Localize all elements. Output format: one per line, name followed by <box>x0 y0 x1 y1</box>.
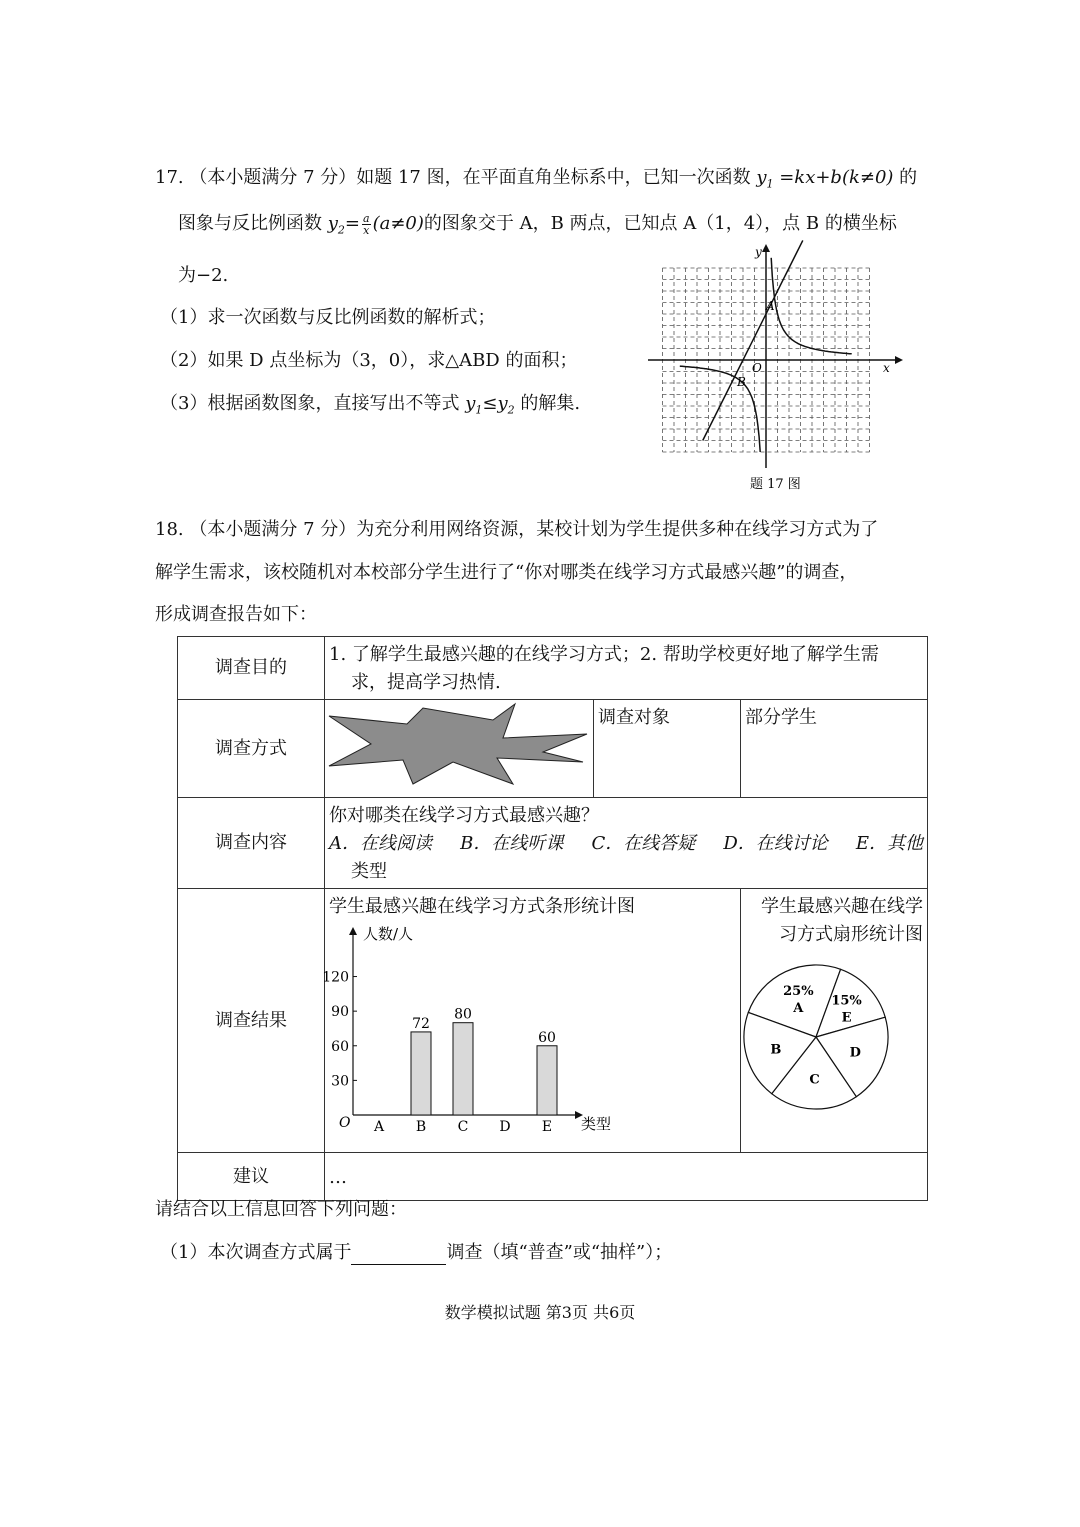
bar-chart-title: 学生最感兴趣在线学习方式条形统计图 <box>329 896 636 917</box>
q18-intro1: 18. （本小题满分 7 分）为充分利用网络资源，某校计划为学生提供多种在线学习方式为了 <box>155 519 879 540</box>
le-symbol: ≤ <box>482 393 498 414</box>
row-purpose <box>178 637 928 700</box>
y-axis-arrow <box>762 244 770 252</box>
numerator: a <box>363 211 370 225</box>
y-axis-label: y <box>755 245 762 259</box>
q17-text: 图象与反比例函数 <box>178 213 328 234</box>
subject-label: 调查对象 <box>598 707 671 728</box>
q17-sub1: （1）求一次函数与反比例函数的解析式； <box>160 307 496 328</box>
bar-chart-marks <box>411 1007 557 1115</box>
bar-origin-label: O <box>339 1115 351 1131</box>
suggestion-cell <box>325 1153 928 1201</box>
bar-B <box>411 1032 431 1115</box>
x-axis-arrow <box>895 356 903 364</box>
options-row <box>329 830 923 858</box>
q17-text: 17. （本小题满分 7 分）如题 17 图，在平面直角坐标系中，已知一次函数 <box>155 167 757 188</box>
hyperbola-branch-q1 <box>771 258 852 354</box>
option-e: E．其他 <box>855 833 923 854</box>
point-a-label: A <box>766 299 775 313</box>
option-a: A．在线阅读 <box>329 833 433 854</box>
option-e-cont: 类型 <box>351 861 388 882</box>
pie-slice-label: D <box>849 1045 861 1061</box>
option-c: C．在线答疑 <box>591 833 696 854</box>
bar-y-arrow <box>349 927 357 935</box>
bar-y-label: 人数/人 <box>363 925 414 943</box>
bar-chart <box>322 923 735 1143</box>
purpose-line2: 求，提高学习热情. <box>351 672 501 693</box>
suggestion-label: 建议 <box>178 1153 325 1201</box>
pie-slice-label: A <box>793 1001 804 1017</box>
y1-symbol <box>465 393 483 417</box>
y-letter: y <box>756 167 767 188</box>
subscript: 1 <box>475 403 483 417</box>
figure-caption: 题 17 图 <box>750 477 801 492</box>
purpose-cell <box>325 637 928 700</box>
survey-report-table <box>177 636 928 1201</box>
bar-data-label: 72 <box>412 1015 430 1032</box>
bar-E <box>537 1046 557 1115</box>
bar-y-tick-label: 90 <box>331 1004 350 1021</box>
bar-x-tick-label: B <box>415 1119 427 1135</box>
option-d: D．在线讨论 <box>723 833 828 854</box>
answer-blank[interactable] <box>351 1244 446 1265</box>
method-label: 调查方式 <box>178 700 325 798</box>
figure-17 <box>640 240 910 500</box>
x-axis-label: x <box>883 361 890 375</box>
q17-line3: 为−2. <box>178 265 229 286</box>
q17-text: 的图象交于 A，B 两点，已知点 A（1，4），点 B 的横坐标 <box>423 213 897 234</box>
pie-slice-label: B <box>770 1042 782 1058</box>
ink-blot-shape <box>325 700 593 788</box>
y-letter: y <box>465 393 476 414</box>
bar-data-label: 60 <box>538 1029 556 1046</box>
option-b: B．在线听课 <box>460 833 564 854</box>
pie-percent-label: 15% <box>831 993 862 1009</box>
denominator: x <box>363 223 370 237</box>
pie-percent-label: 25% <box>783 984 814 1000</box>
q18-closing: 请结合以上信息回答下列问题： <box>155 1199 407 1220</box>
pie-chart <box>741 949 927 1119</box>
bar-chart-cell <box>322 889 741 1153</box>
q18-sub1-text: （1）本次调查方式属于 <box>160 1242 352 1263</box>
subject-value: 部分学生 <box>745 707 817 728</box>
suggestion-value: … <box>329 1166 348 1188</box>
y2-symbol <box>327 213 345 237</box>
results-label: 调查结果 <box>178 889 325 1153</box>
linear-function-line <box>703 240 803 440</box>
q17-sub3 <box>160 392 580 423</box>
purpose-label: 调查目的 <box>178 637 325 700</box>
y-letter: y <box>497 393 508 414</box>
method-cell-obscured <box>325 700 594 798</box>
condition: (a≠0) <box>372 213 424 234</box>
y-letter: y <box>327 213 338 234</box>
bar-y-tick-label: 60 <box>331 1038 350 1055</box>
content-label: 调查内容 <box>178 798 325 889</box>
bar-C <box>453 1023 473 1115</box>
bar-data-label: 80 <box>454 1006 472 1023</box>
subject-value-cell <box>741 700 928 798</box>
subscript: 1 <box>766 177 774 191</box>
q18-intro2: 解学生需求，该校随机对本校部分学生进行了“你对哪类在线学习方式最感兴趣”的调查， <box>155 562 858 583</box>
fraction-a-over-x <box>362 213 371 236</box>
q18-sub1-text: 调查（填“普查”或“抽样”）； <box>446 1242 673 1263</box>
q17-text: 的解集. <box>514 393 581 414</box>
bar-x-tick-label: C <box>457 1119 469 1135</box>
q17-text: （3）根据函数图象，直接写出不等式 <box>160 393 466 414</box>
subscript: 2 <box>337 223 345 237</box>
row-content <box>178 798 928 889</box>
q17-line2 <box>178 212 897 243</box>
y2-symbol <box>497 393 515 417</box>
point-b-label: B <box>737 375 746 389</box>
content-cell <box>325 798 928 889</box>
row-suggestion <box>178 1153 928 1201</box>
bar-x-tick-label: E <box>541 1119 553 1135</box>
q18-sub1 <box>160 1241 672 1265</box>
equals: = <box>344 213 360 234</box>
purpose-text <box>325 637 927 699</box>
content-text <box>325 798 927 888</box>
pie-chart-cell <box>741 889 928 1153</box>
q18-intro3: 形成调查报告如下： <box>155 604 317 625</box>
pie-slice-label: E <box>841 1010 852 1026</box>
row-method <box>178 700 928 798</box>
linear-function: =kx+b(k≠0) <box>773 167 894 188</box>
row-results <box>178 889 928 1153</box>
bar-x-tick-label: D <box>499 1119 511 1135</box>
q17-line1 <box>155 166 917 197</box>
bar-y-tick-label: 30 <box>331 1073 350 1090</box>
q17-text: 的 <box>893 167 918 188</box>
bar-y-tick-label: 120 <box>322 969 350 986</box>
pie-title-line2: 习方式扇形统计图 <box>779 924 923 945</box>
q17-sub2: （2）如果 D 点坐标为（3，0），求△ABD 的面积； <box>160 350 578 371</box>
content-question: 你对哪类在线学习方式最感兴趣？ <box>329 805 600 826</box>
pie-slice-label: C <box>809 1072 820 1088</box>
pie-title-line1: 学生最感兴趣在线学 <box>761 896 923 917</box>
pie-chart-title <box>741 889 927 949</box>
subject-label-cell <box>594 700 741 798</box>
y1-symbol <box>756 167 774 191</box>
origin-label: O <box>752 361 762 375</box>
purpose-line1: 1. 了解学生最感兴趣的在线学习方式；2. 帮助学校更好地了解学生需 <box>329 644 879 665</box>
bar-x-label: 类型 <box>581 1115 612 1133</box>
bar-x-tick-label: A <box>373 1119 385 1135</box>
page-footer: 数学模拟试题 第3页 共6页 <box>444 1303 636 1322</box>
subscript: 2 <box>507 403 515 417</box>
